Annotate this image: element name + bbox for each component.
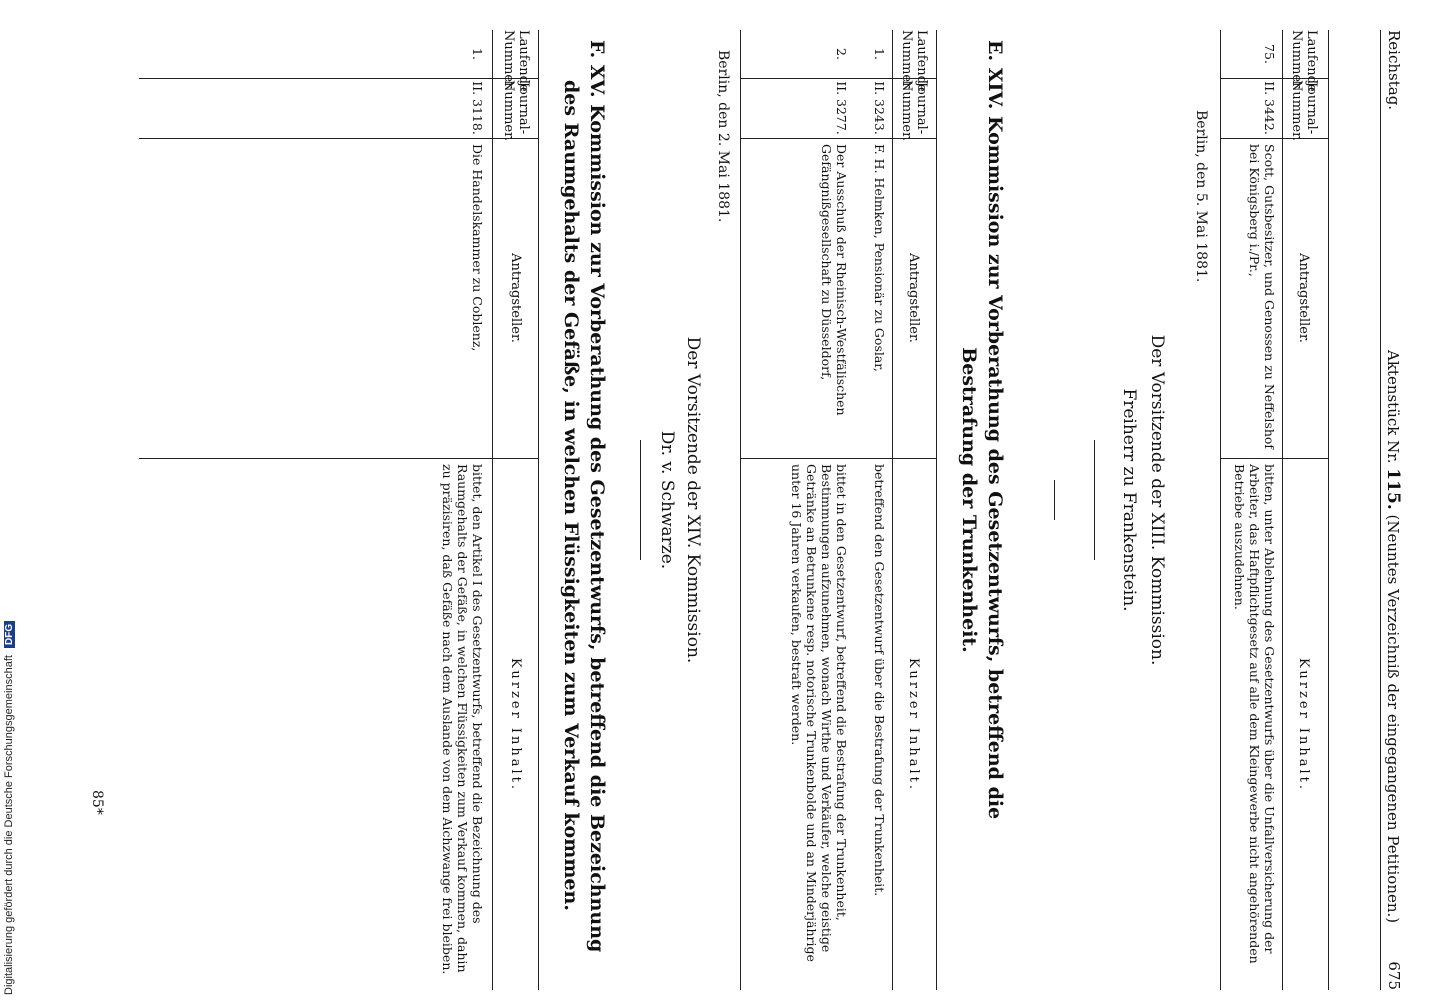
table-e-bottom-rule [740,30,741,990]
table-xiii-header-rule [1282,30,1283,990]
row-journal: II. 3277. [834,81,849,135]
separator-e [640,440,641,560]
col-header-antragsteller: Antragsteller. [906,253,921,343]
header-doc-number: 115. [1383,468,1403,510]
row-petitioner: F. H. Helmken, Pensionär zu Goslar, [872,144,887,372]
row-no: 1. [872,48,887,60]
row-content: bittet in den Gesetzentwurf, betreffend die Bestrafung der Trunkenheit, Bestimmungen aufzunehmen, wonach Wirthe und Verkäufer, welche geistige Getränke an Betrunkene resp. notorische Trunkenbolde und an Minderjährige unter 16 Jahren verkaufen, bestraft werden. [789,464,849,962]
section-f-title-cont: des Raumgehalts der Gefäße, in welchen Flüssigkeiten zum Verkauf kommen. [560,80,582,911]
row-no: 1. [470,48,485,60]
table-e-col-rule-3 [741,458,937,459]
header-doc-subtitle: (Neuntes Verzeichniß der eingegangenen Petitionen.) [1384,514,1402,924]
table-f-col-rule-1 [139,78,539,79]
row-petitioner: Scott, Gutsbesitzer, und Genossen zu Neffelshof bei Königsberg i./Pr., [1247,144,1277,450]
separator-xiii [1094,440,1095,560]
col-header-journal-nummer: Journal-Nummer. [1289,80,1319,142]
table-xiii-col-rule-3 [1221,458,1329,459]
table-xiii-top-rule [1328,30,1329,990]
separator-short [1054,480,1055,520]
page-number: 675 [1385,961,1403,990]
funding-note [3,621,15,995]
table-e-header-rule [892,30,893,990]
row-no: 2. [834,48,849,60]
table-f-header-rule [492,30,493,990]
row-no: 75. [1262,44,1277,64]
table-xiii-col-rule-2 [1221,138,1329,139]
signature-name-e: Dr. v. Schwarze. [657,430,677,570]
col-header-journal-nummer: Journal-Nummer. [501,80,531,142]
col-header-laufende-nummer: Laufende Nummer. [899,30,929,92]
section-f-title: F. XV. Kommission zur Vorberathung des Gesetzentwurfs, betreffend die Bezeichnung [586,40,608,953]
table-e-top-rule [936,30,937,990]
place-date-xiii: Berlin, den 5. Mai 1881. [1193,110,1209,283]
table-xiii-bottom-rule [1220,30,1221,990]
col-header-antragsteller: Antragsteller. [1296,253,1311,343]
row-content: bittet, den Artikel I des Gesetzentwurfs, betreffend die Bezeichnung des Raumgehalts der Gefäße, in welchen Flüssigkeiten zum Verkauf kommen, dahin zu präzisiren, daß Gefäße nach dem Auslande von dem Aichzwange frei bleiben. [440,464,485,975]
place-date-e: Berlin, den 2. Mai 1881. [715,50,731,223]
row-journal: II. 3243. [872,81,887,135]
document-page [15,0,1415,1000]
dfg-logo: DFG [4,621,15,648]
table-f-col-rule-2 [139,138,539,139]
table-f-col-rule-3 [139,458,539,459]
col-header-laufende-nummer: Laufende Nummer. [1289,30,1319,92]
col-header-journal-nummer: Journal-Nummer. [899,80,929,142]
signature-mark: 85* [89,790,105,815]
col-header-laufende-nummer: Laufende Nummer. [501,30,531,92]
col-header-inhalt: Kurzer Inhalt. [508,657,523,793]
signature-title-e: Der Vorsitzende der XIV. Kommission. [683,336,703,664]
row-content: betreffend den Gesetzentwurf über die Bestrafung der Trunkenheit. [872,464,887,897]
row-content: bitten, unter Ablehnung des Gesetzentwurfs über die Unfallversicherung der Arbeiter, das Haftpflichtgesetz auf alle dem Kleingewerbe nicht angehörenden Betriebe auszudehnen. [1232,464,1277,964]
table-f-top-rule [538,30,539,990]
section-e-title: E. XIV. Kommission zur Vorberathung des Gesetzentwurfs, betreffend die [984,40,1006,820]
col-header-antragsteller: Antragsteller. [508,253,523,343]
row-petitioner: Der Ausschuß der Rheinisch-Westfälischen Gefängnißgesellschaft zu Düsseldorf, [819,144,849,416]
header-left: Reichstag. [1385,30,1403,111]
col-header-inhalt: Kurzer Inhalt. [906,657,921,793]
row-journal: II. 3442. [1262,81,1277,135]
col-header-inhalt: Kurzer Inhalt. [1296,657,1311,793]
section-e-title-cont: Bestrafung der Trunkenheit. [958,347,980,653]
header-doc-label: Aktenstück Nr. [1384,350,1402,464]
signature-title-xiii: Der Vorsitzende der XIII. Kommission. [1147,334,1167,666]
row-journal: II. 3118. [470,81,485,135]
funding-text: Digitalisierung gefördert durch die Deutsche Forschungsgemeinschaft [3,655,15,995]
row-petitioner: Die Handelskammer zu Coblenz, [470,144,485,352]
header-rule [1380,30,1381,990]
header-center [1383,350,1403,923]
signature-name-xiii: Freiherr zu Frankenstein. [1119,388,1139,612]
